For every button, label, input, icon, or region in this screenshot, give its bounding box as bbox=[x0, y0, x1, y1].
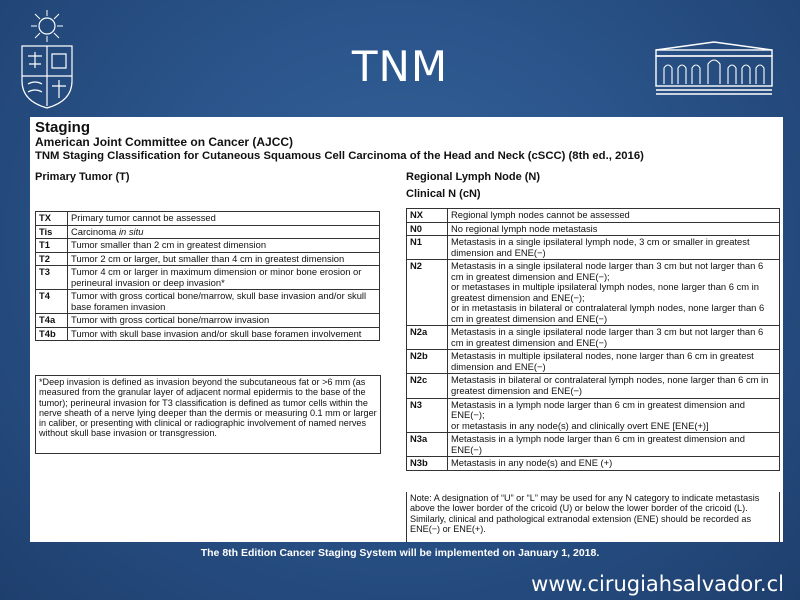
node-stage-description: Metastasis in a lymph node larger than 6 cm in greatest dimension and ENE(−); or metastasis in any node(s) and clinically overt ENE [ENE(+)] bbox=[448, 398, 780, 433]
node-stage-description: Metastasis in multiple ipsilateral nodes, none larger than 6 cm in greatest dimension and ENE(−) bbox=[448, 350, 780, 374]
tumor-stage-description: Tumor with skull base invasion and/or skull base foramen involvement bbox=[68, 327, 380, 341]
tumor-stage-code: TX bbox=[36, 212, 68, 226]
node-stage-description: Metastasis in a single ipsilateral node larger than 3 cm but not larger than 6 cm in greatest dimension and ENE(−) bbox=[448, 326, 780, 350]
clinical-n-title: Clinical N (cN) bbox=[406, 188, 481, 200]
tumor-stage-row bbox=[36, 290, 380, 314]
node-stage-code: N1 bbox=[407, 236, 448, 260]
hospital-building-icon bbox=[652, 40, 776, 98]
node-stage-code: N3a bbox=[407, 433, 448, 457]
tumor-stage-code: T2 bbox=[36, 252, 68, 266]
tumor-stage-row bbox=[36, 327, 380, 341]
tumor-stage-code: T1 bbox=[36, 239, 68, 253]
node-stage-description: Metastasis in a lymph node larger than 6 cm in greatest dimension and ENE(−) bbox=[448, 433, 780, 457]
node-stage-row bbox=[407, 236, 780, 260]
node-stage-code: N2a bbox=[407, 326, 448, 350]
classification-heading: TNM Staging Classification for Cutaneous Squamous Cell Carcinoma of the Head and Neck (cSCC) (8th ed., 2016) bbox=[35, 150, 644, 163]
tumor-stage-row bbox=[36, 252, 380, 266]
tumor-stage-code: T4a bbox=[36, 314, 68, 328]
tumor-stage-description: Tumor 4 cm or larger in maximum dimension or minor bone erosion or perineural invasion or deep invasion* bbox=[68, 266, 380, 290]
edition-footnote: The 8th Edition Cancer Staging System will be implemented on January 1, 2018. bbox=[200, 547, 600, 559]
tumor-stage-description: Tumor with gross cortical bone/marrow, skull base invasion and/or skull base foramen invasion bbox=[68, 290, 380, 314]
ajcc-heading: American Joint Committee on Cancer (AJCC) bbox=[35, 135, 294, 150]
node-stage-code: N2c bbox=[407, 374, 448, 398]
node-stage-row bbox=[407, 260, 780, 326]
primary-tumor-table bbox=[35, 211, 380, 341]
tumor-stage-row bbox=[36, 212, 380, 226]
tumor-stage-code: T3 bbox=[36, 266, 68, 290]
node-stage-row bbox=[407, 350, 780, 374]
staging-header bbox=[35, 119, 644, 163]
node-stage-row bbox=[407, 433, 780, 457]
tumor-stage-description: Carcinoma in situ bbox=[68, 225, 380, 239]
node-stage-description: Metastasis in a single ipsilateral node larger than 3 cm but not larger than 6 cm in greatest dimension and ENE(−); or metastases in multiple ipsilateral lymph nodes, none larger than 6 cm in greatest dimension and ENE(−); or in metastasis in bilateral or contralateral lymph nodes, none larger than 6 cm in greatest dimension and ENE(−) bbox=[448, 260, 780, 326]
lymph-node-note: Note: A designation of “U” or “L” may be used for any N category to indicate metastasis above the lower border of the cricoid (U) or below the lower border of the cricoid (L). Similarly, clinical and pathological extranodal extension (ENE) should be recorded as ENE(−) or ENE(+). bbox=[406, 492, 780, 542]
tumor-stage-code: Tis bbox=[36, 225, 68, 239]
tumor-stage-row bbox=[36, 266, 380, 290]
node-stage-code: N2b bbox=[407, 350, 448, 374]
tumor-stage-row bbox=[36, 314, 380, 328]
node-stage-description: Metastasis in bilateral or contralateral lymph nodes, none larger than 6 cm in greatest dimension and ENE(−) bbox=[448, 374, 780, 398]
node-stage-description: No regional lymph node metastasis bbox=[448, 222, 780, 236]
website-url: www.cirugiahsalvador.cl bbox=[531, 572, 784, 596]
tumor-stage-description: Tumor 2 cm or larger, but smaller than 4 cm in greatest dimension bbox=[68, 252, 380, 266]
tumor-stage-row bbox=[36, 225, 380, 239]
node-stage-row bbox=[407, 457, 780, 471]
slide-title: TNM bbox=[351, 42, 449, 91]
node-stage-description: Regional lymph nodes cannot be assessed bbox=[448, 209, 780, 223]
staging-panel bbox=[30, 117, 783, 542]
staging-heading: Staging bbox=[35, 119, 90, 136]
tumor-stage-description: Primary tumor cannot be assessed bbox=[68, 212, 380, 226]
node-stage-description: Metastasis in a single ipsilateral lymph node, 3 cm or smaller in greatest dimension and ENE(−) bbox=[448, 236, 780, 260]
node-stage-row bbox=[407, 209, 780, 223]
regional-lymph-title: Regional Lymph Node (N) bbox=[406, 171, 541, 183]
node-stage-row bbox=[407, 326, 780, 350]
node-stage-code: N0 bbox=[407, 222, 448, 236]
tumor-stage-description: Tumor smaller than 2 cm in greatest dimension bbox=[68, 239, 380, 253]
node-stage-row bbox=[407, 374, 780, 398]
tumor-stage-description: Tumor with gross cortical bone/marrow invasion bbox=[68, 314, 380, 328]
node-stage-row bbox=[407, 222, 780, 236]
deep-invasion-note: *Deep invasion is defined as invasion beyond the subcutaneous fat or >6 mm (as measured from the granular layer of adjacent normal epidermis to the base of the tumor); perineural invasion for T3 classification is defined as tumor cells within the nerve sheath of a nerve lying deeper than the dermis or measuring 0.1 mm or larger in caliber, or presenting with clinical or radiographic involvement of named nerves without skull base invasion or transgression. bbox=[35, 375, 381, 454]
node-stage-code: N3 bbox=[407, 398, 448, 433]
node-stage-description: Metastasis in any node(s) and ENE (+) bbox=[448, 457, 780, 471]
node-stage-code: N3b bbox=[407, 457, 448, 471]
node-stage-row bbox=[407, 398, 780, 433]
tumor-stage-code: T4b bbox=[36, 327, 68, 341]
node-stage-code: NX bbox=[407, 209, 448, 223]
tumor-stage-row bbox=[36, 239, 380, 253]
node-stage-code: N2 bbox=[407, 260, 448, 326]
tumor-stage-code: T4 bbox=[36, 290, 68, 314]
regional-lymph-table bbox=[406, 208, 780, 471]
primary-tumor-title: Primary Tumor (T) bbox=[35, 171, 130, 183]
